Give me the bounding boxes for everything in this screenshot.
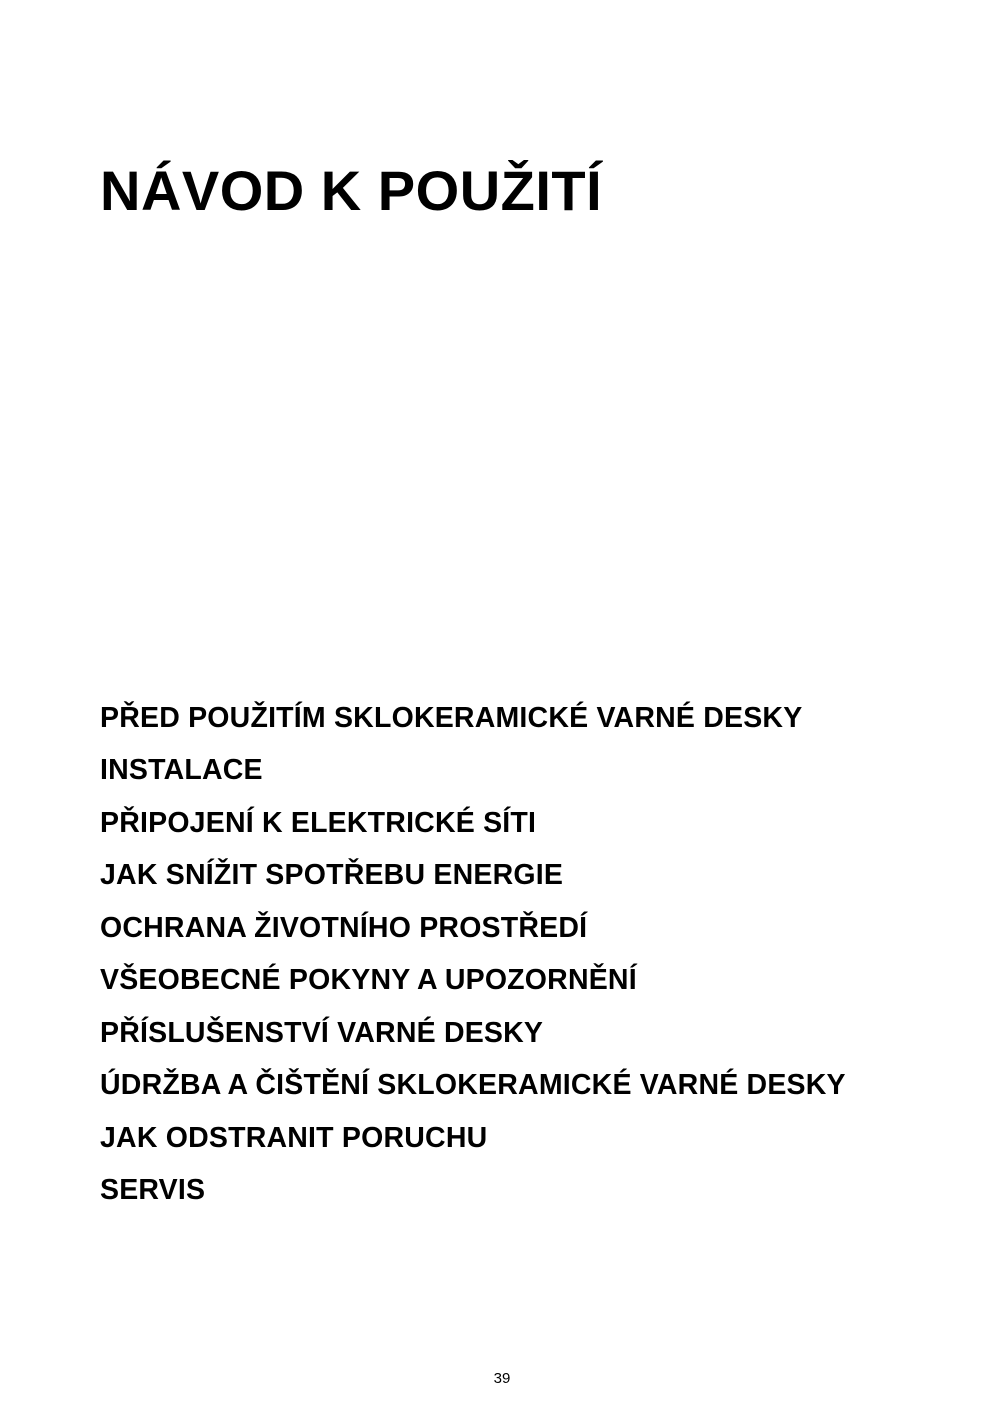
toc-item-jak-odstranit-poruchu[interactable]: JAK ODSTRANIT PORUCHU bbox=[100, 1121, 488, 1154]
toc-item-vseobecne-pokyny-a-upozorneni[interactable]: VŠEOBECNÉ POKYNY A UPOZORNĚNÍ bbox=[100, 964, 637, 997]
toc-item-prislusenstvi-varne-desky[interactable]: PŘÍSLUŠENSTVÍ VARNÉ DESKY bbox=[100, 1016, 544, 1049]
toc-item-pripojeni-k-elektricke-siti[interactable]: PŘIPOJENÍ K ELEKTRICKÉ SÍTI bbox=[100, 806, 537, 839]
toc-item-udrzba-a-cisteni[interactable]: ÚDRŽBA A ČIŠTĚNÍ SKLOKERAMICKÉ VARNÉ DESKY bbox=[100, 1069, 846, 1102]
toc-item-jak-snizit-spotrebu-energie[interactable]: JAK SNÍŽIT SPOTŘEBU ENERGIE bbox=[100, 859, 564, 892]
page-title: NÁVOD K POUŽITÍ bbox=[100, 158, 603, 222]
page-number: 39 bbox=[493, 1370, 511, 1387]
table-of-contents bbox=[100, 700, 920, 1225]
toc-item-servis[interactable]: SERVIS bbox=[100, 1174, 206, 1207]
toc-item-instalace[interactable]: INSTALACE bbox=[100, 754, 263, 787]
toc-item-ochrana-zivotniho-prostredi[interactable]: OCHRANA ŽIVOTNÍHO PROSTŘEDÍ bbox=[100, 911, 588, 944]
toc-item-pred-pouzitim[interactable]: PŘED POUŽITÍM SKLOKERAMICKÉ VARNÉ DESKY bbox=[100, 702, 803, 734]
